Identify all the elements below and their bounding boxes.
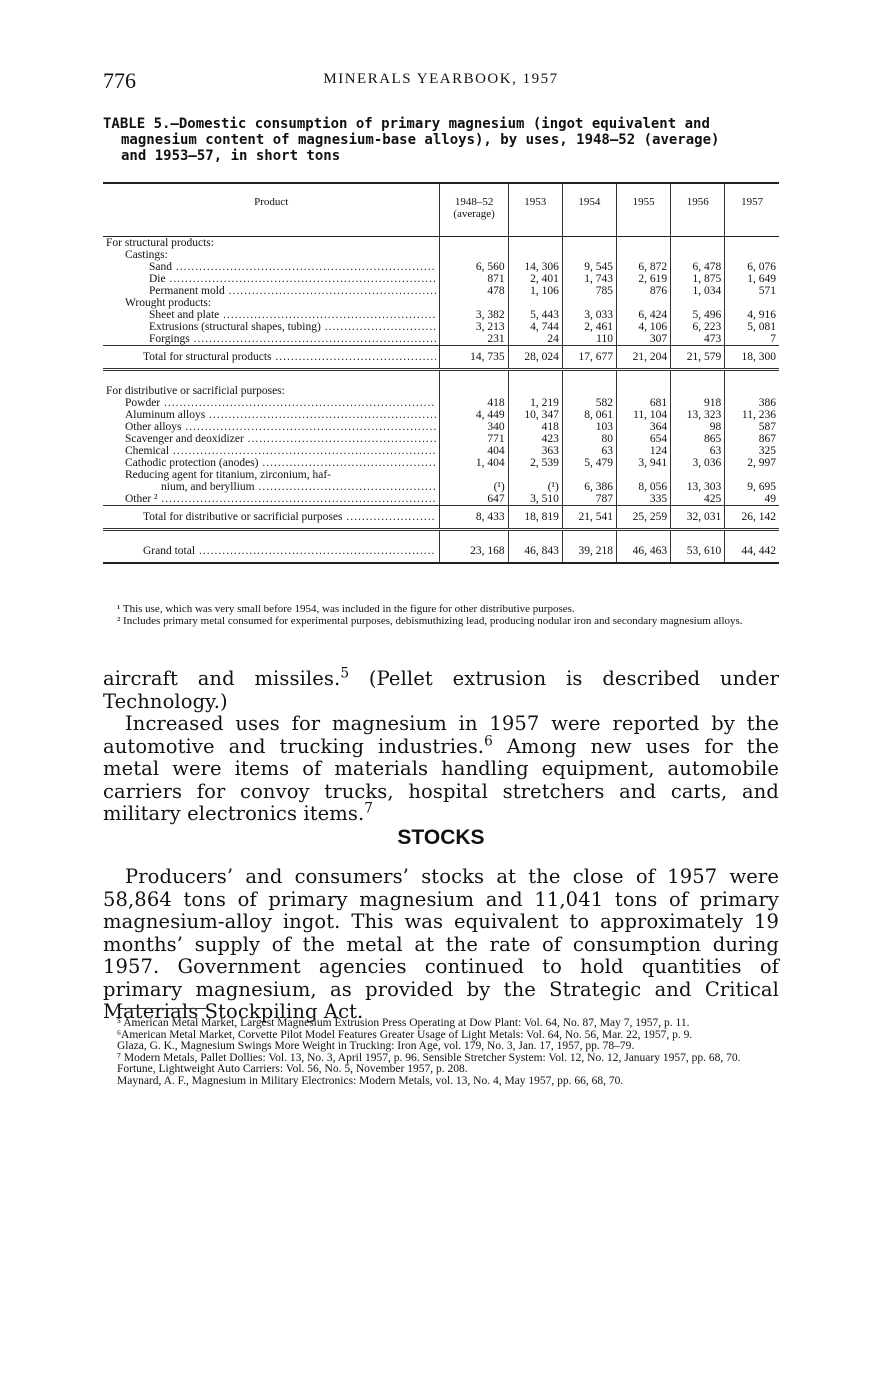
row-label: Powder ..... (125, 397, 436, 409)
value-cell: 867 (725, 433, 779, 445)
row-label: Castings: (125, 249, 168, 261)
table-row (103, 333, 779, 346)
value-cell: 340 (440, 421, 508, 433)
value-cell: 21, 204 (616, 346, 670, 370)
value-cell: 11, 236 (725, 409, 779, 421)
value-cell (562, 249, 616, 261)
value-cell: 1, 219 (508, 397, 562, 409)
value-cell: 1, 875 (671, 273, 725, 285)
value-cell (725, 370, 779, 398)
value-cell (616, 237, 670, 250)
value-cell (671, 370, 725, 398)
row-label-cell (103, 469, 440, 481)
column-header: 1956 (671, 183, 725, 237)
column-header: 1953 (508, 183, 562, 237)
value-cell: 4, 449 (440, 409, 508, 421)
body-paragraph (103, 713, 779, 826)
value-cell: 6, 872 (616, 261, 670, 273)
value-cell: 39, 218 (562, 539, 616, 563)
table-row (103, 237, 779, 250)
value-cell: 2, 401 (508, 273, 562, 285)
value-cell: 3, 036 (671, 457, 725, 469)
value-cell (616, 297, 670, 309)
footnote: Fortune, Lightweight Auto Carriers: Vol. 56, No. 5, November 1957, p. 208. (117, 1063, 468, 1075)
footnote: Glaza, G. K., Magnesium Swings More Weight in Trucking: Iron Age, vol. 179, No. 3, Jan. 17, 1957, pp. 78–79. (117, 1040, 635, 1052)
value-cell: 6, 424 (616, 309, 670, 321)
row-label-cell (103, 445, 440, 457)
value-cell: 4, 744 (508, 321, 562, 333)
value-cell (562, 370, 616, 398)
table-row (103, 273, 779, 285)
footnote-ref: 5 (340, 665, 350, 682)
value-cell: 3, 941 (616, 457, 670, 469)
value-cell: 46, 843 (508, 539, 562, 563)
table-caption-line: magnesium content of magnesium-base alloys), by uses, 1948–52 (average) (121, 132, 720, 148)
table-row (103, 457, 779, 469)
value-cell (616, 249, 670, 261)
text-span: Among new uses for the metal were items of materials handling equipment, automobile carriers for convoy trucks, hospital stretchers and carts, and military electronics items. (103, 734, 779, 825)
value-cell: 425 (671, 493, 725, 506)
value-cell (508, 237, 562, 250)
row-label: Aluminum alloys ..... (125, 409, 436, 421)
value-cell: 17, 677 (562, 346, 616, 370)
value-cell: 6, 386 (562, 481, 616, 493)
value-cell: 9, 545 (562, 261, 616, 273)
row-label-cell (103, 433, 440, 445)
row-label: For distributive or sacrificial purposes: (106, 385, 285, 397)
value-cell (725, 297, 779, 309)
value-cell: 1, 106 (508, 285, 562, 297)
table-row (103, 285, 779, 297)
value-cell: 647 (440, 493, 508, 506)
value-cell: 681 (616, 397, 670, 409)
text-span: (Pellet extrusion is described under Technology.) (103, 667, 779, 713)
value-cell: 771 (440, 433, 508, 445)
row-label-cell (103, 309, 440, 321)
value-cell: 8, 061 (562, 409, 616, 421)
table-row (103, 297, 779, 309)
spacer-cell (562, 530, 616, 540)
value-cell: 6, 560 (440, 261, 508, 273)
value-cell: 5, 443 (508, 309, 562, 321)
total-row (103, 346, 779, 370)
row-label-cell (103, 346, 440, 370)
body-paragraph (103, 665, 779, 713)
table-note: ² Includes primary metal consumed for experimental purposes, debismuthizing lead, producing nodular iron and secondary magnesium alloys. (117, 615, 743, 627)
value-cell (671, 297, 725, 309)
value-cell: 63 (562, 445, 616, 457)
value-cell: 654 (616, 433, 670, 445)
value-cell: 53, 610 (671, 539, 725, 563)
value-cell: 787 (562, 493, 616, 506)
value-cell: 8, 433 (440, 506, 508, 530)
row-label-cell (103, 261, 440, 273)
spacer-cell (103, 530, 440, 540)
row-label: Extrusions (structural shapes, tubing) ..... (149, 321, 436, 333)
body-paragraph: Producers’ and consumers’ stocks at the close of 1957 were 58,864 tons of primary magnesium and 11,041 tons of primary magnesium-alloy ingot. This was equivalent to approximately 19 months’ supply of the metal at the rate of consumption during 1957. Government agencies continued to hold quantities of primary magnesium, as provided by the Strategic and Critical Materials Stockpiling Act. (103, 865, 779, 1023)
value-cell (616, 469, 670, 481)
value-cell: 364 (616, 421, 670, 433)
value-cell (562, 297, 616, 309)
row-label: Permanent mold ..... (149, 285, 436, 297)
value-cell: 3, 382 (440, 309, 508, 321)
row-label: Wrought products: (125, 297, 212, 309)
value-cell (440, 370, 508, 398)
value-cell: 582 (562, 397, 616, 409)
row-label: Chemical ..... (125, 445, 436, 457)
row-label: Other alloys ..... (125, 421, 436, 433)
row-label: Grand total ..... (143, 545, 436, 557)
value-cell (440, 469, 508, 481)
value-cell: 46, 463 (616, 539, 670, 563)
value-cell: 11, 104 (616, 409, 670, 421)
value-cell: 28, 024 (508, 346, 562, 370)
table-row (103, 397, 779, 409)
value-cell: 571 (725, 285, 779, 297)
table-row (103, 249, 779, 261)
table-header-row (103, 183, 779, 237)
value-cell: 7 (725, 333, 779, 346)
body-text (103, 866, 779, 1024)
value-cell: 404 (440, 445, 508, 457)
table-notes (103, 603, 779, 627)
value-cell: 785 (562, 285, 616, 297)
row-label: Reducing agent for titanium, zirconium, haf- (125, 469, 331, 481)
consumption-table (103, 182, 779, 564)
value-cell: 325 (725, 445, 779, 457)
row-label-cell (103, 333, 440, 346)
column-header: 1955 (616, 183, 670, 237)
row-label-cell (103, 506, 440, 530)
column-header: Product (103, 183, 440, 237)
footnote: ⁶American Metal Market, Corvette Pilot Model Features Greater Usage of Light Metals: Vol. 64, No. 56, Mar. 22, 1957, p. 9. (117, 1028, 693, 1041)
value-cell (508, 297, 562, 309)
table-row (103, 409, 779, 421)
row-label-cell (103, 297, 440, 309)
row-label-cell (103, 493, 440, 506)
table-note: ¹ This use, which was very small before 1954, was included in the figure for other distributive purposes. (117, 603, 575, 615)
spacer-cell (508, 530, 562, 540)
value-cell: 13, 323 (671, 409, 725, 421)
value-cell: 418 (440, 397, 508, 409)
value-cell: 4, 916 (725, 309, 779, 321)
footnote: Maynard, A. F., Magnesium in Military Electronics: Modern Metals, vol. 13, No. 4, May 1957, pp. 66, 68, 70. (117, 1074, 624, 1087)
row-label: Forgings ..... (149, 333, 436, 345)
table-caption-line: TABLE 5.—Domestic consumption of primary magnesium (ingot equivalent and (103, 116, 710, 132)
value-cell: 124 (616, 445, 670, 457)
value-cell: 865 (671, 433, 725, 445)
row-label: Sheet and plate ..... (149, 309, 436, 321)
value-cell (440, 249, 508, 261)
value-cell (616, 370, 670, 398)
table-row (103, 370, 779, 398)
value-cell (671, 469, 725, 481)
row-label-cell (103, 273, 440, 285)
value-cell: 23, 168 (440, 539, 508, 563)
row-label-cell (103, 409, 440, 421)
value-cell: 32, 031 (671, 506, 725, 530)
value-cell: 14, 306 (508, 261, 562, 273)
table-caption-line: and 1953–57, in short tons (121, 148, 341, 164)
row-label-cell (103, 397, 440, 409)
row-label: For structural products: (106, 237, 214, 249)
value-cell: 21, 579 (671, 346, 725, 370)
page-header (103, 68, 779, 92)
value-cell: 307 (616, 333, 670, 346)
table-row (103, 445, 779, 457)
value-cell: 6, 223 (671, 321, 725, 333)
spacer-cell (440, 530, 508, 540)
footnote: ⁷ Modern Metals, Pallet Dollies: Vol. 13, No. 3, April 1957, p. 96. Sensible Stretcher System: Vol. 12, No. 12, January 1957, pp. 68, 70. (117, 1051, 741, 1064)
value-cell: 3, 510 (508, 493, 562, 506)
value-cell: 478 (440, 285, 508, 297)
value-cell: 5, 479 (562, 457, 616, 469)
row-label-cell (103, 539, 440, 563)
column-header: 1957 (725, 183, 779, 237)
value-cell: 6, 478 (671, 261, 725, 273)
text-span: Increased uses for magnesium in 1957 were reported by the automotive and trucking industries. (103, 712, 779, 758)
total-row (103, 506, 779, 530)
row-label: nium, and beryllium ..... (161, 481, 436, 493)
table-row (103, 309, 779, 321)
grand-total-row (103, 539, 779, 563)
row-label: Cathodic protection (anodes) ..... (125, 457, 436, 469)
value-cell: 63 (671, 445, 725, 457)
value-cell: 80 (562, 433, 616, 445)
value-cell: 1, 034 (671, 285, 725, 297)
value-cell: 13, 303 (671, 481, 725, 493)
value-cell: 5, 081 (725, 321, 779, 333)
table-body (103, 237, 779, 564)
value-cell (508, 370, 562, 398)
table-row (103, 433, 779, 445)
value-cell: 2, 619 (616, 273, 670, 285)
row-label: Die ..... (149, 273, 436, 285)
row-label: Total for structural products ..... (143, 351, 436, 363)
value-cell: 98 (671, 421, 725, 433)
section-heading: STOCKS (397, 826, 485, 849)
footnote-ref: 6 (484, 733, 493, 749)
value-cell: 418 (508, 421, 562, 433)
value-cell (508, 249, 562, 261)
value-cell: 1, 404 (440, 457, 508, 469)
body-text (103, 665, 779, 826)
spacer-cell (671, 530, 725, 540)
value-cell: 3, 213 (440, 321, 508, 333)
row-label-cell (103, 285, 440, 297)
value-cell: 18, 819 (508, 506, 562, 530)
value-cell: 4, 106 (616, 321, 670, 333)
value-cell: 26, 142 (725, 506, 779, 530)
footnote-divider (118, 1008, 206, 1009)
row-label-cell (103, 321, 440, 333)
page-number: 776 (103, 68, 136, 93)
value-cell: 363 (508, 445, 562, 457)
table-row (103, 469, 779, 481)
table-row (103, 421, 779, 433)
value-cell: 5, 496 (671, 309, 725, 321)
value-cell: 49 (725, 493, 779, 506)
value-cell: 1, 649 (725, 273, 779, 285)
value-cell (725, 469, 779, 481)
row-label-cell (103, 237, 440, 250)
row-label: Scavenger and deoxidizer ..... (125, 433, 436, 445)
footnotes (103, 1018, 779, 1087)
value-cell (440, 297, 508, 309)
row-label: Sand ..... (149, 261, 436, 273)
value-cell: 2, 461 (562, 321, 616, 333)
value-cell: (¹) (508, 481, 562, 493)
value-cell (508, 469, 562, 481)
value-cell: 423 (508, 433, 562, 445)
value-cell: 24 (508, 333, 562, 346)
value-cell: 6, 076 (725, 261, 779, 273)
row-label-cell (103, 249, 440, 261)
spacer-row (103, 530, 779, 540)
footnote: ⁵ American Metal Market, Largest Magnesium Extrusion Press Operating at Dow Plant: Vol. 64, No. 87, May 7, 1957, p. 11. (117, 1017, 690, 1029)
value-cell (725, 249, 779, 261)
table-caption (103, 116, 779, 164)
column-header: 1948–52 (average) (440, 183, 508, 237)
value-cell: 231 (440, 333, 508, 346)
value-cell: 871 (440, 273, 508, 285)
value-cell: 25, 259 (616, 506, 670, 530)
value-cell: 44, 442 (725, 539, 779, 563)
value-cell: 21, 541 (562, 506, 616, 530)
value-cell (671, 249, 725, 261)
value-cell: 9, 695 (725, 481, 779, 493)
value-cell: 10, 347 (508, 409, 562, 421)
spacer-cell (725, 530, 779, 540)
text-span: aircraft and missiles. (103, 667, 341, 690)
running-title: MINERALS YEARBOOK, 1957 (323, 71, 559, 87)
footnote-ref: 7 (364, 800, 374, 817)
value-cell: 3, 033 (562, 309, 616, 321)
table-row (103, 321, 779, 333)
table-row (103, 481, 779, 493)
row-label-cell (103, 481, 440, 493)
value-cell: 918 (671, 397, 725, 409)
value-cell: 8, 056 (616, 481, 670, 493)
column-header: 1954 (562, 183, 616, 237)
value-cell: (¹) (440, 481, 508, 493)
value-cell: 2, 997 (725, 457, 779, 469)
value-cell: 386 (725, 397, 779, 409)
value-cell: 473 (671, 333, 725, 346)
value-cell (440, 237, 508, 250)
value-cell (562, 237, 616, 250)
value-cell: 2, 539 (508, 457, 562, 469)
value-cell (671, 237, 725, 250)
value-cell: 876 (616, 285, 670, 297)
row-label-cell (103, 457, 440, 469)
value-cell: 1, 743 (562, 273, 616, 285)
value-cell: 103 (562, 421, 616, 433)
row-label-cell (103, 370, 440, 398)
value-cell (725, 237, 779, 250)
value-cell: 335 (616, 493, 670, 506)
spacer-cell (616, 530, 670, 540)
value-cell: 14, 735 (440, 346, 508, 370)
value-cell (562, 469, 616, 481)
row-label: Other ² ..... (125, 493, 436, 505)
table-row (103, 493, 779, 506)
table-row (103, 261, 779, 273)
row-label: Total for distributive or sacrificial purposes ..... (143, 511, 436, 523)
value-cell: 587 (725, 421, 779, 433)
row-label-cell (103, 421, 440, 433)
value-cell: 110 (562, 333, 616, 346)
value-cell: 18, 300 (725, 346, 779, 370)
